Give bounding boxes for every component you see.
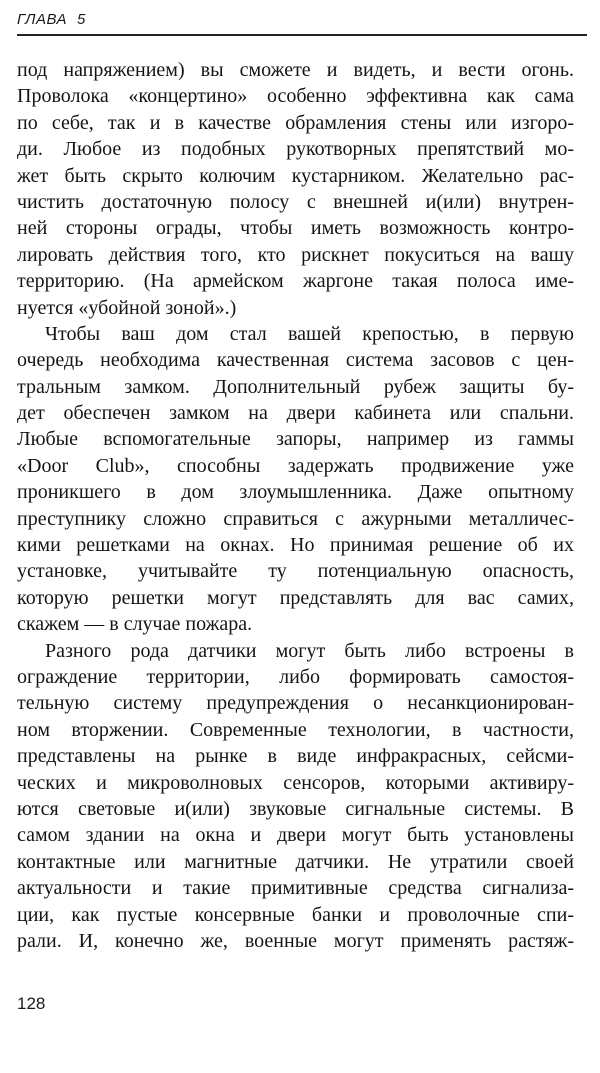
text-line: тельную систему предупреждения о несанкционирован- [17, 692, 574, 715]
text-line: скажем — в случае пожара. [17, 613, 253, 636]
chapter-label: ГЛАВА [17, 11, 67, 28]
text-line: кими решетками на окнах. Но принимая решение об их [17, 534, 574, 557]
text-line: представлены на рынке в виде инфракрасных, сейсми- [17, 745, 574, 768]
text-line: нуется «убойной зоной».) [17, 296, 237, 319]
text-line: территорию. (На армейском жаргоне такая полоса име- [17, 270, 574, 293]
text-line: ней стороны ограды, чтобы иметь возможность контро- [17, 217, 574, 240]
text-line: «Door Club», способны задержать продвижение уже [17, 454, 574, 477]
text-line: актуальности и такие примитивные средства сигнализа- [17, 877, 574, 900]
text-line: чистить достаточную полосу с внешней и(или) внутрен- [17, 190, 574, 213]
page-number: 128 [17, 994, 46, 1013]
text-line: рали. И, конечно же, военные могут применять растяж- [17, 929, 574, 952]
running-head [17, 10, 587, 36]
text-line: ются световые и(или) звуковые сигнальные системы. В [17, 797, 574, 820]
text-line: по себе, так и в качестве обрамления стены или изгоро- [17, 111, 574, 134]
text-line: жет быть скрыто колючим кустарником. Желательно рас- [17, 164, 574, 187]
text-line: Разного рода датчики могут быть либо встроены в [45, 639, 574, 662]
text-line: Любые вспомогательные запоры, например из гаммы [17, 428, 574, 451]
text-line: проникшего в дом злоумышленника. Даже опытному [17, 481, 574, 504]
text-line: ди. Любое из подобных рукотворных препятствий мо- [17, 138, 574, 161]
paragraph [17, 321, 574, 638]
text-line: ции, как пустые консервные банки и проволочные спи- [17, 903, 574, 926]
text-line: лировать действия того, кто рискнет покуситься на вашу [17, 243, 574, 266]
body-text [17, 57, 574, 954]
text-line: самом здании на окна и двери могут быть установлены [17, 824, 574, 847]
text-line: под напряжением) вы сможете и видеть, и вести огонь. [17, 59, 574, 81]
paragraph [17, 57, 574, 321]
text-line: ческих и микроволновых сенсоров, которыми активиру- [17, 771, 574, 794]
text-line: установке, учитывайте ту потенциальную опасность, [17, 560, 574, 583]
text-line: очередь необходима качественная система засовов с цен- [17, 349, 574, 372]
text-line: ограждение территории, либо формировать самостоя- [17, 665, 574, 688]
text-line: дет обеспечен замком на двери кабинета или спальни. [17, 402, 574, 425]
text-line: которую решетки могут представлять для вас самих, [17, 586, 574, 609]
text-line: тральным замком. Дополнительный рубеж защиты бу- [17, 375, 574, 398]
text-line: ном вторжении. Современные технологии, в частности, [17, 718, 574, 741]
paragraph [17, 638, 574, 955]
chapter-number: 5 [76, 11, 86, 28]
text-line: Чтобы ваш дом стал вашей крепостью, в первую [45, 322, 574, 345]
text-line: преступнику сложно справиться с ажурными металличес- [17, 507, 574, 530]
text-line: Проволока «концертино» особенно эффективна как сама [17, 85, 574, 108]
text-line: контактные или магнитные датчики. Не утратили своей [17, 850, 574, 873]
